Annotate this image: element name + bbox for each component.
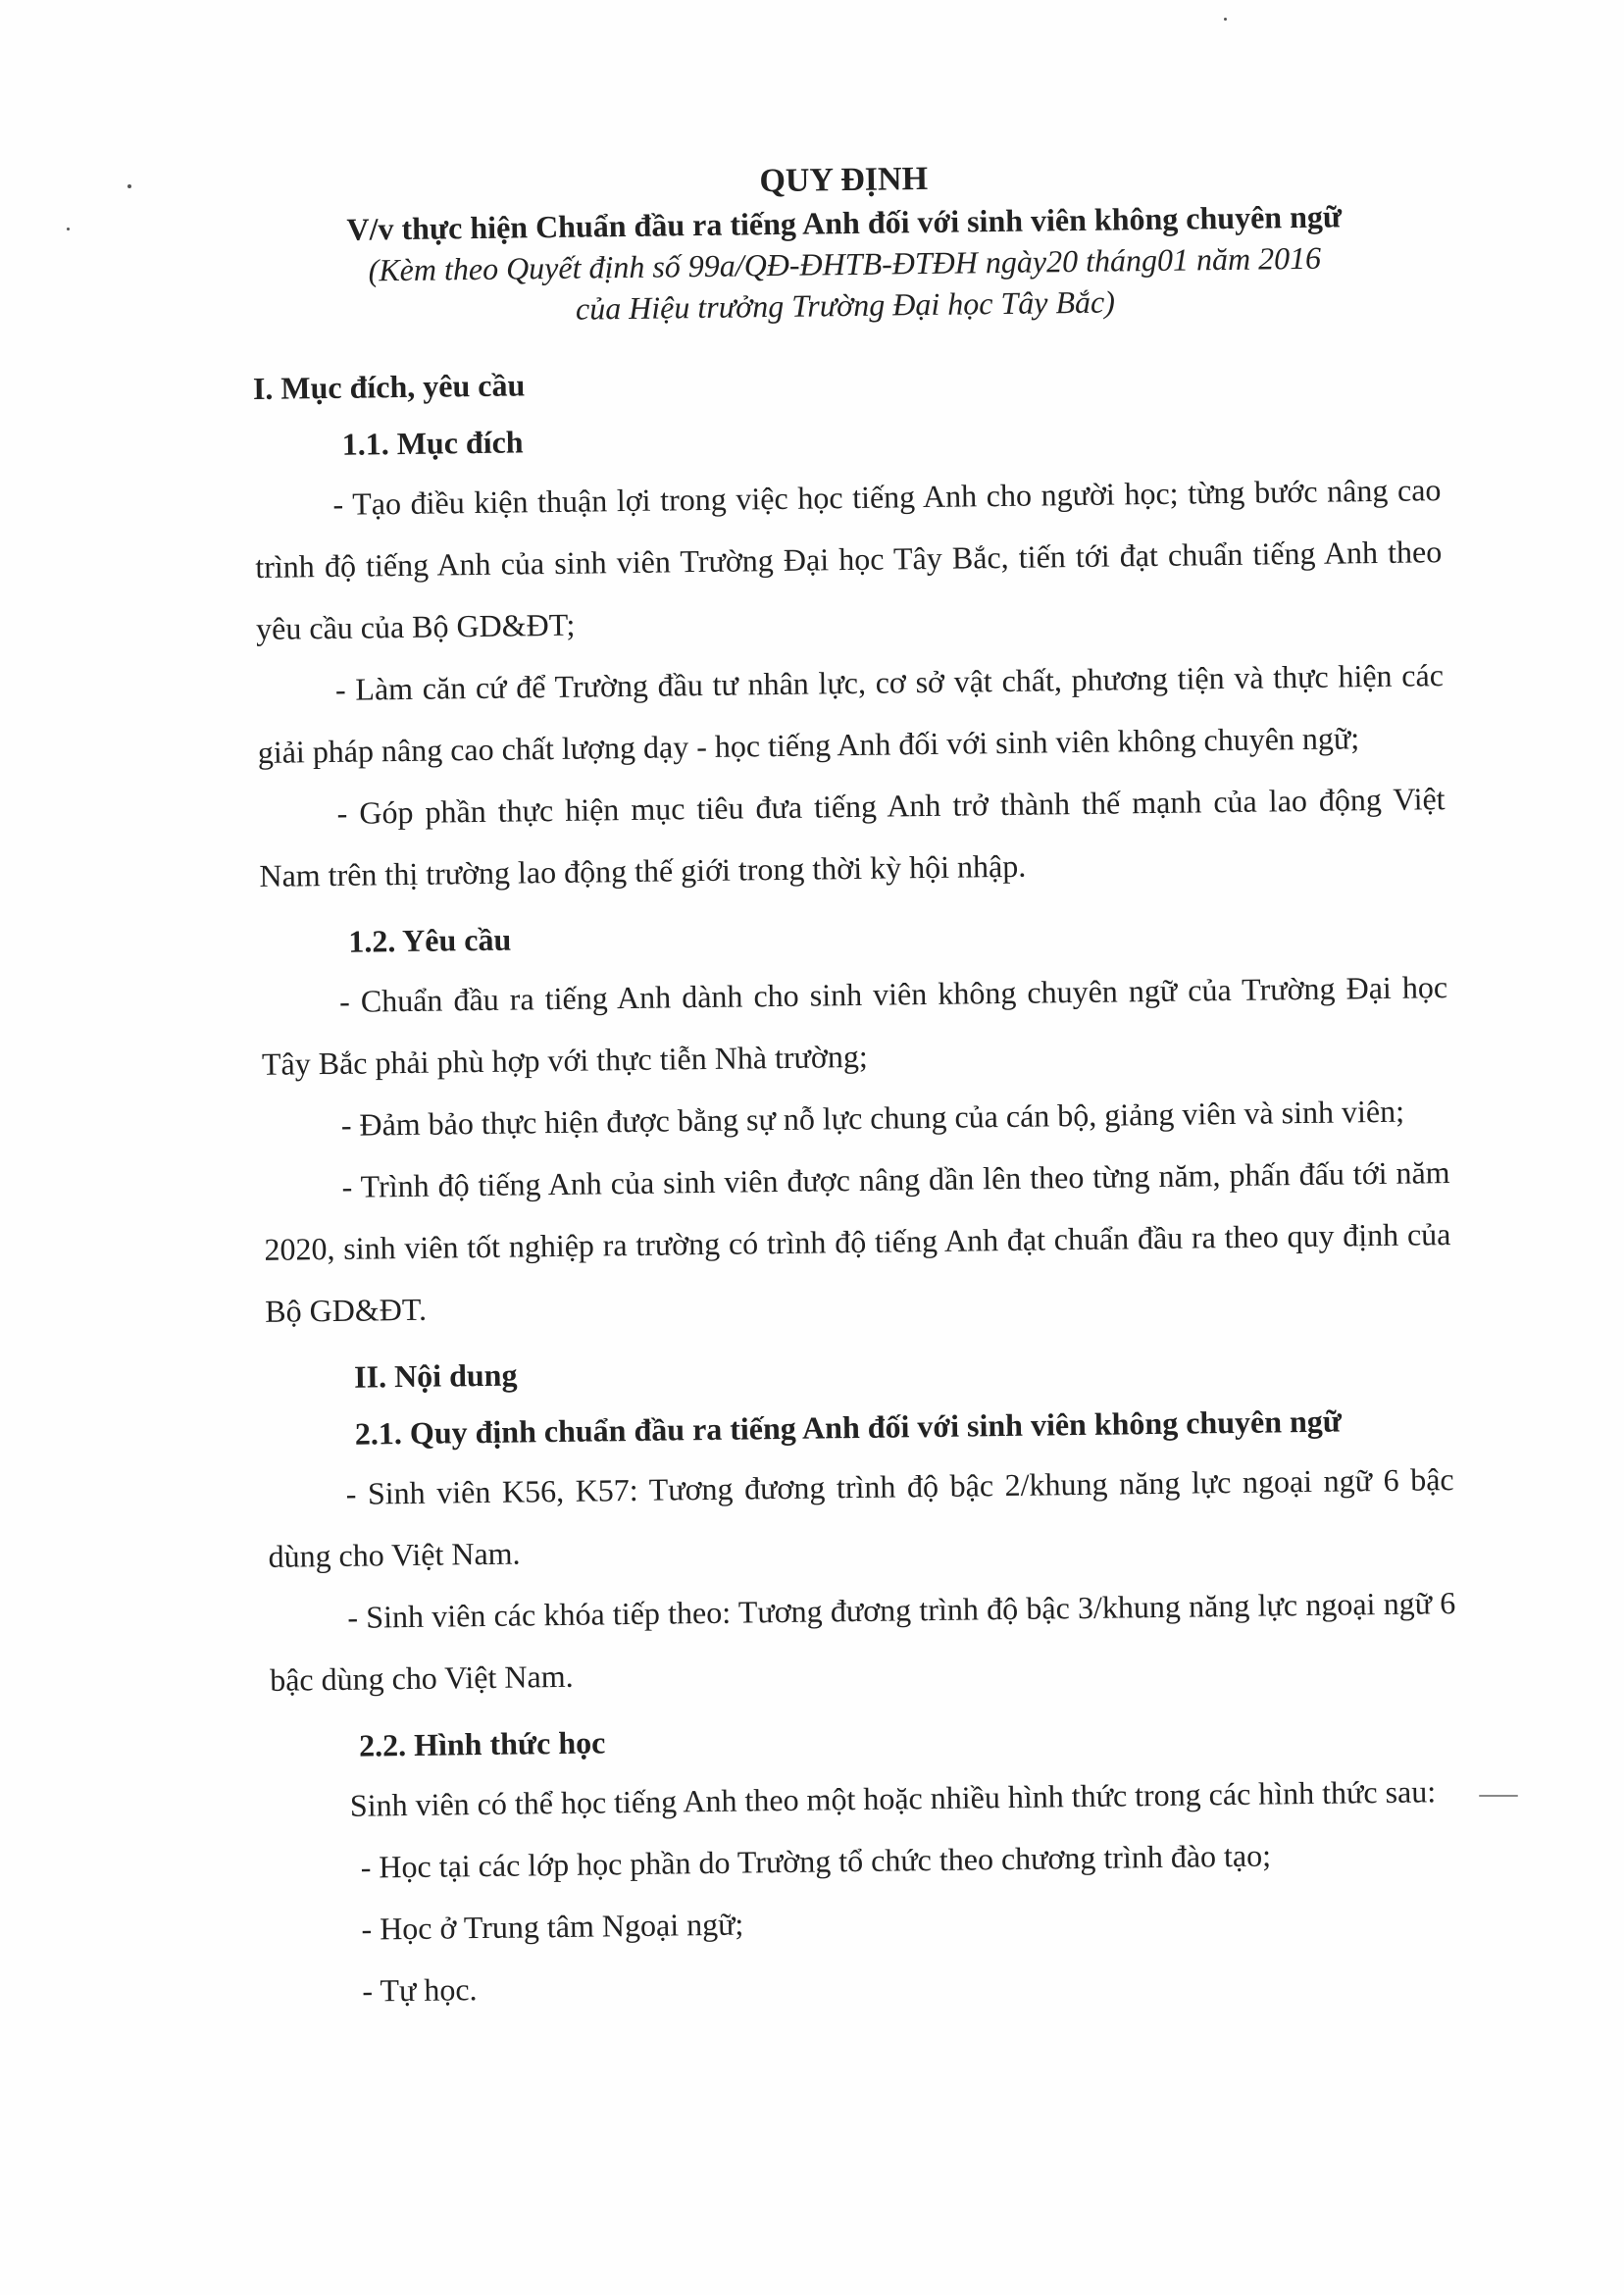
section-1-1-heading: 1.1. Mục đích [341, 424, 524, 462]
scan-speck [1479, 1795, 1518, 1797]
section-2-2-heading: 2.2. Hình thức học [358, 1724, 606, 1763]
reference-line-1: (Kèm theo Quyết định số 99a/QĐ-ĐHTB-ĐTĐH ngày20 tháng01 năm 2016 [368, 239, 1322, 288]
document-body [250, 151, 1461, 2023]
list-item: - Học tại các lớp học phần do Trường tổ chức theo chương trình đào tạo; [360, 1837, 1272, 1885]
paragraph: - Sinh viên K56, K57: Tương đương trình độ bậc 2/khung năng lực ngoại ngữ 6 bậc dùng cho Việt Nam. [268, 1461, 1454, 1574]
paragraph: - Chuẩn đầu ra tiếng Anh dành cho sinh viên không chuyên ngữ của Trường Đại học Tây Bắc phải phù hợp với thực tiễn Nhà trường; [261, 969, 1448, 1082]
document-title: QUY ĐỊNH [759, 160, 929, 200]
paragraph: Sinh viên có thể học tiếng Anh theo một hoặc nhiều hình thức trong các hình thức sau: [349, 1773, 1437, 1823]
paragraph: - Sinh viên các khóa tiếp theo: Tương đương trình độ bậc 3/khung năng lực ngoại ngữ 6 bậc dùng cho Việt Nam. [269, 1585, 1456, 1698]
document-subtitle: V/v thực hiện Chuẩn đầu ra tiếng Anh đối với sinh viên không chuyên ngữ [346, 198, 1343, 247]
reference-line-2: của Hiệu trưởng Trường Đại học Tây Bắc) [575, 283, 1116, 327]
paragraph: - Đảm bảo thực hiện được bằng sự nỗ lực chung của cán bộ, giảng viên và sinh viên; [340, 1093, 1405, 1143]
paragraph: - Trình độ tiếng Anh của sinh viên được nâng dần lên theo từng năm, phấn đấu tới năm 2020, sinh viên tốt nghiệp ra trường có trình độ tiếng Anh đạt chuẩn đầu ra theo quy định của Bộ GD&ĐT. [264, 1154, 1451, 1329]
paragraph: - Làm căn cứ để Trường đầu tư nhân lực, cơ sở vật chất, phương tiện và thực hiện các giải pháp nâng cao chất lượng dạy - học tiếng Anh đối với sinh viên không chuyên ngữ; [257, 657, 1445, 770]
section-2-1-heading: 2.1. Quy định chuẩn đầu ra tiếng Anh đối với sinh viên không chuyên ngữ [354, 1402, 1343, 1452]
section-1-heading: I. Mục đích, yêu cầu [252, 367, 526, 406]
paragraph: - Tạo điều kiện thuận lợi trong việc học tiếng Anh cho người học; từng bước nâng cao trình độ tiếng Anh của sinh viên Trường Đại học Tây Bắc, tiến tới đạt chuẩn tiếng Anh theo yêu cầu của Bộ GD&ĐT; [255, 472, 1443, 646]
list-item: - Học ở Trung tâm Ngoại ngữ; [361, 1906, 744, 1947]
paragraph: - Góp phần thực hiện mục tiêu đưa tiếng Anh trở thành thế mạnh của lao động Việt Nam trên thị trường lao động thế giới trong thời kỳ hội nhập. [259, 781, 1446, 893]
scan-speck [127, 184, 131, 188]
scan-speck [67, 228, 70, 230]
list-item: - Tự học. [362, 1971, 478, 2009]
scan-speck [1224, 18, 1227, 21]
section-1-2-heading: 1.2. Yêu cầu [348, 921, 512, 959]
section-2-heading: II. Nội dung [353, 1356, 518, 1395]
document-header [250, 151, 1439, 333]
